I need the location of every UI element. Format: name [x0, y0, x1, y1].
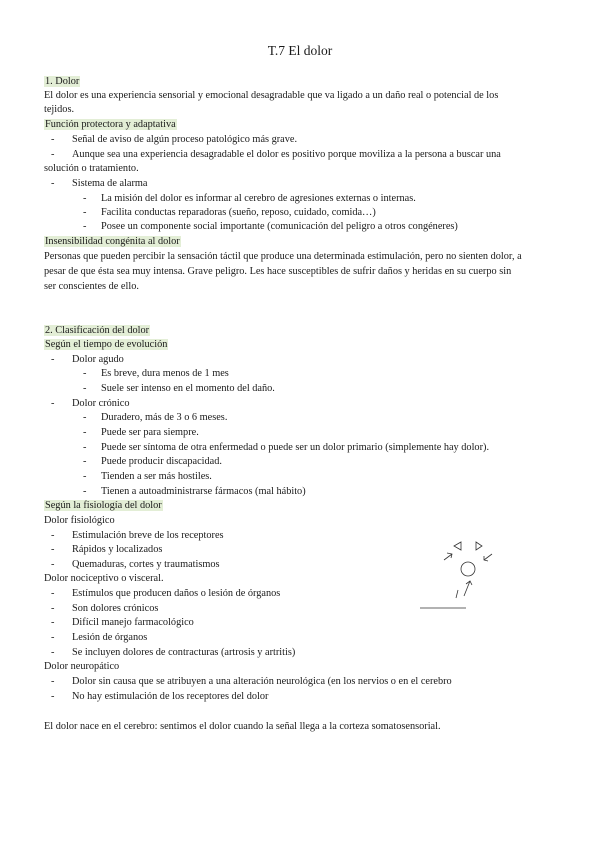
- category-heading: Dolor fisiológico: [44, 515, 115, 526]
- section-1-heading: 1. Dolor: [45, 76, 80, 87]
- list-item: Señal de aviso de algún proceso patológico más grave.: [72, 134, 298, 145]
- dash-bullet: -: [51, 617, 55, 628]
- definition-line: El dolor es una experiencia sensorial y emocional desagradable que va ligado a un daño real o potencial de los: [44, 90, 499, 101]
- list-item: Quemaduras, cortes y traumatismos: [72, 559, 220, 570]
- sub-list-item: Facilita conductas reparadoras (sueño, reposo, cuidado, comida…): [101, 207, 376, 218]
- dash-bullet: -: [83, 427, 87, 438]
- dash-bullet: -: [51, 632, 55, 643]
- definition-line: tejidos.: [44, 104, 75, 115]
- subheading-evolucion: Según el tiempo de evolución: [45, 339, 168, 350]
- category-heading: Dolor neuropático: [44, 661, 120, 672]
- dash-bullet: -: [83, 442, 87, 453]
- list-item: Sistema de alarma: [72, 178, 148, 189]
- dash-bullet: -: [83, 456, 87, 467]
- list-item: Dolor crónico: [72, 398, 130, 409]
- sub-list-item: Duradero, más de 3 o 6 meses.: [101, 412, 228, 423]
- dash-bullet: -: [51, 544, 55, 555]
- paragraph-line: pesar de que ésta sea muy intensa. Grave peligro. Les hace susceptibles de sufrir daños y heridas en su cuerpo sin: [44, 266, 512, 277]
- paragraph-line: ser conscientes de ello.: [44, 281, 139, 292]
- list-item: Lesión de órganos: [72, 632, 148, 643]
- dash-bullet: -: [51, 647, 55, 658]
- sub-list-item: Tienen a autoadministrarse fármacos (mal hábito): [101, 486, 306, 497]
- dash-bullet: -: [51, 149, 55, 160]
- dash-bullet: -: [83, 383, 87, 394]
- paragraph-line: Personas que pueden percibir la sensación táctil que produce una determinada estimulación, pero no sienten dolor, a: [44, 251, 522, 262]
- dash-bullet: -: [51, 676, 55, 687]
- section-2-heading: 2. Clasificación del dolor: [45, 325, 150, 336]
- dash-bullet: -: [51, 354, 55, 365]
- list-item: Rápidos y localizados: [72, 544, 163, 555]
- list-item: Estimulación breve de los receptores: [72, 530, 224, 541]
- list-item: Estímulos que producen daños o lesión de órganos: [72, 588, 281, 599]
- subheading-fisiologia: Según la fisiología del dolor: [45, 500, 162, 511]
- pain-stimulus-sketch: [418, 540, 498, 612]
- list-item: Se incluyen dolores de contracturas (artrosis y artritis): [72, 647, 296, 658]
- dash-bullet: -: [83, 471, 87, 482]
- sub-list-item: Puede producir discapacidad.: [101, 456, 222, 467]
- subheading-funcion: Función protectora y adaptativa: [45, 119, 176, 130]
- list-item: Aunque sea una experiencia desagradable el dolor es positivo porque moviliza a la persona a buscar una: [72, 149, 501, 160]
- sub-list-item: Posee un componente social importante (comunicación del peligro a otros congéneres): [101, 221, 458, 232]
- list-item: Difícil manejo farmacológico: [72, 617, 194, 628]
- dash-bullet: -: [83, 207, 87, 218]
- dash-bullet: -: [83, 412, 87, 423]
- dash-bullet: -: [51, 178, 55, 189]
- sub-list-item: Puede ser para siempre.: [101, 427, 199, 438]
- dash-bullet: -: [51, 530, 55, 541]
- page-title: T.7 El dolor: [267, 43, 333, 58]
- dash-bullet: -: [51, 588, 55, 599]
- subheading-insensibilidad: Insensibilidad congénita al dolor: [45, 236, 180, 247]
- dash-bullet: -: [51, 398, 55, 409]
- dash-bullet: -: [83, 486, 87, 497]
- category-heading: Dolor nociceptivo o visceral.: [44, 573, 164, 584]
- list-item: Son dolores crónicos: [72, 603, 159, 614]
- list-item: Dolor sin causa que se atribuyen a una alteración neurológica (en los nervios o en el cerebro: [72, 676, 452, 687]
- dash-bullet: -: [51, 691, 55, 702]
- sub-list-item: Puede ser síntoma de otra enfermedad o puede ser un dolor primario (simplemente hay dolor).: [101, 442, 490, 453]
- list-item-continuation: solución o tratamiento.: [44, 163, 139, 174]
- dash-bullet: -: [83, 368, 87, 379]
- dash-bullet: -: [51, 559, 55, 570]
- sub-list-item: La misión del dolor es informar al cerebro de agresiones externas o internas.: [101, 193, 416, 204]
- list-item: No hay estimulación de los receptores del dolor: [72, 691, 269, 702]
- sub-list-item: Tienden a ser más hostiles.: [101, 471, 212, 482]
- conclusion-line: El dolor nace en el cerebro: sentimos el dolor cuando la señal llega a la corteza somatosensorial.: [44, 721, 441, 732]
- dash-bullet: -: [51, 134, 55, 145]
- dash-bullet: -: [83, 221, 87, 232]
- dash-bullet: -: [51, 603, 55, 614]
- list-item: Dolor agudo: [72, 354, 124, 365]
- dash-bullet: -: [83, 193, 87, 204]
- sub-list-item: Suele ser intenso en el momento del daño.: [101, 383, 275, 394]
- sub-list-item: Es breve, dura menos de 1 mes: [101, 368, 229, 379]
